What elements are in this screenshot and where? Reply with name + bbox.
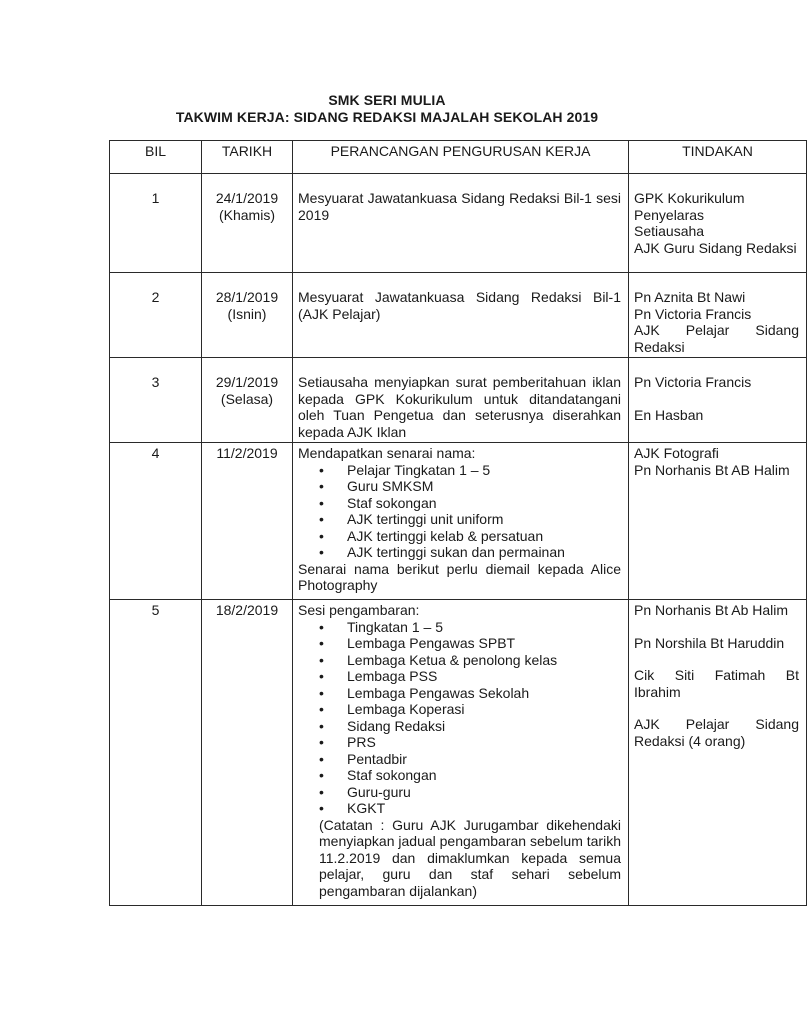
table-row — [110, 443, 807, 600]
document-subtitle: TAKWIM KERJA: SIDANG REDAKSI MAJALAH SEKOLAH 2019 — [175, 109, 599, 125]
list-item: • Guru SMKSM — [319, 478, 621, 495]
row-number: 1 — [110, 174, 202, 273]
action-person: Pn Aznita Bt Nawi — [634, 289, 746, 305]
list-item: • Lembaga Pengawas SPBT — [319, 635, 621, 652]
row-actions — [629, 600, 807, 906]
list-item: • Staf sokongan — [319, 767, 621, 784]
action-person: Pn Victoria Francis — [634, 374, 752, 390]
row-date-cell — [202, 443, 293, 600]
list-item: • Tingkatan 1 – 5 — [319, 619, 621, 636]
row-date: 28/1/2019 — [215, 289, 279, 305]
action-person: Penyelaras — [634, 206, 705, 223]
row-date: 24/1/2019 — [215, 190, 279, 206]
action-person: AJK Fotografi — [634, 445, 719, 461]
column-header-tarikh: TARIKH — [202, 141, 293, 174]
row-day: (Khamis) — [218, 206, 275, 223]
action-person: Pn Victoria Francis — [634, 305, 752, 322]
row-actions — [629, 174, 807, 273]
row-date: 29/1/2019 — [215, 374, 279, 390]
schedule-table — [109, 140, 807, 906]
task-note: (Catatan : Guru AJK Jurugambar dikehendaki menyiapkan jadual pengambaran sebelum tarikh 11.2.2019 dan dimaklumkan kepada semua pelajar, guru dan staf sehari sebelum pengambaran dijalankan) — [319, 816, 621, 899]
table-header-row — [110, 141, 807, 174]
action-person: En Hasban — [634, 406, 704, 423]
table-row — [110, 600, 807, 906]
row-number: 2 — [110, 273, 202, 358]
row-date-cell — [202, 174, 293, 273]
action-person: Cik Siti Fatimah Bt Ibrahim — [634, 667, 799, 700]
list-item: • Guru-guru — [319, 784, 621, 801]
row-day: (Selasa) — [220, 390, 274, 407]
row-task — [293, 600, 629, 906]
action-person: GPK Kokurikulum — [634, 190, 745, 206]
list-item: • AJK tertinggi unit uniform — [319, 511, 621, 528]
row-actions — [629, 358, 807, 443]
column-header-tindakan: TINDAKAN — [629, 141, 807, 174]
column-header-perancangan: PERANCANGAN PENGURUSAN KERJA — [293, 141, 629, 174]
row-actions — [629, 443, 807, 600]
list-item: • Pelajar Tingkatan 1 – 5 — [319, 462, 621, 479]
row-date-cell — [202, 358, 293, 443]
row-date: 11/2/2019 — [216, 445, 278, 461]
row-date-cell — [202, 273, 293, 358]
row-task: Mesyuarat Jawatankuasa Sidang Redaksi Bil-1 sesi 2019 — [293, 174, 629, 273]
task-list — [319, 462, 621, 561]
list-item: • KGKT — [319, 800, 621, 817]
table-row — [110, 273, 807, 358]
task-intro: Mendapatkan senarai nama: — [298, 445, 476, 461]
list-item: • AJK tertinggi kelab & persatuan — [319, 528, 621, 545]
list-item: • Lembaga Pengawas Sekolah — [319, 685, 621, 702]
list-item: • PRS — [319, 734, 621, 751]
table-row — [110, 358, 807, 443]
document-title: SMK SERI MULIA — [328, 92, 446, 108]
row-task — [293, 443, 629, 600]
row-task: Setiausaha menyiapkan surat pemberitahuan iklan kepada GPK Kokurikulum untuk ditandatangani oleh Tuan Pengetua dan seterusnya diserahkan kepada AJK Iklan — [293, 358, 629, 443]
row-number: 5 — [110, 600, 202, 906]
list-item: • Lembaga Koperasi — [319, 701, 621, 718]
table-row — [110, 174, 807, 273]
action-person: Pn Norhanis Bt AB Halim — [634, 461, 790, 478]
action-person: AJK Pelajar Sidang Redaksi — [634, 322, 799, 355]
task-list — [319, 619, 621, 817]
list-item: • Pentadbir — [319, 751, 621, 768]
list-item: • Sidang Redaksi — [319, 718, 621, 735]
list-item: • Lembaga PSS — [319, 668, 621, 685]
list-item: • AJK tertinggi sukan dan permainan — [319, 544, 621, 561]
row-actions — [629, 273, 807, 358]
task-intro: Sesi pengambaran: — [298, 602, 420, 618]
action-person: AJK Pelajar Sidang Redaksi (4 orang) — [634, 716, 799, 749]
row-day: (Isnin) — [227, 305, 267, 322]
list-item: • Staf sokongan — [319, 495, 621, 512]
row-task: Mesyuarat Jawatankuasa Sidang Redaksi Bil-1 (AJK Pelajar) — [293, 273, 629, 358]
task-note: Senarai nama berikut perlu diemail kepada Alice Photography — [298, 560, 621, 593]
row-date: 18/2/2019 — [215, 602, 279, 618]
row-date-cell — [202, 600, 293, 906]
row-number: 4 — [110, 443, 202, 600]
row-number: 3 — [110, 358, 202, 443]
column-header-bil: BIL — [110, 141, 202, 174]
action-person: Setiausaha — [634, 223, 705, 239]
action-person: AJK Guru Sidang Redaksi — [634, 239, 797, 256]
action-person: Pn Norhanis Bt Ab Halim — [634, 602, 789, 618]
action-person: Pn Norshila Bt Haruddin — [634, 634, 785, 651]
list-item: • Lembaga Ketua & penolong kelas — [319, 652, 621, 669]
